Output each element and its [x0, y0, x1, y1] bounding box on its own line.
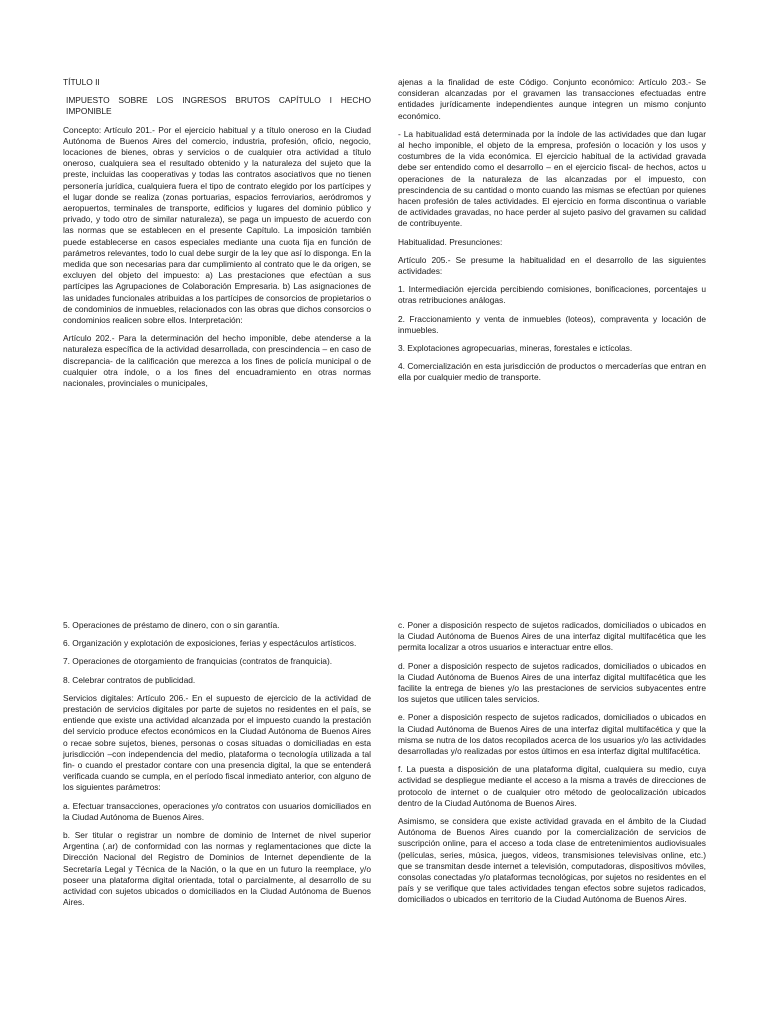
title-heading: TÍTULO II — [63, 77, 100, 87]
upper-right-column — [398, 77, 706, 391]
list-item: f. La puesta a disposición de una plataforma digital, cualquiera su medio, cuya actividad se despliegue mediante el acceso a la misma a través de direcciones de protocolo de internet o de cualquier otro método de geolocalización ubicados dentro de la Ciudad Autónoma de Buenos Aires. — [398, 764, 706, 808]
paragraph: Artículo 202.- Para la determinación del hecho imponible, debe atenderse a la naturaleza específica de la actividad desarrollada, con prescindencia – en caso de discrepancia- de la calificación que merezca a los fines de policía municipal o de cualquier otra índole, o a los fines del encuadramiento en otras normas nacionales, provinciales o municipales, — [63, 333, 371, 389]
list-item: d. Poner a disposición respecto de sujetos radicados, domiciliados o ubicados en la Ciudad Autónoma de Buenos Aires de una interfaz digital multifacética que les facilite la entrega de bienes y/o las prestaciones de servicios subyacentes entre los sujetos que utilicen tales servicios. — [398, 660, 706, 705]
lower-right-column — [398, 620, 706, 913]
list-item: 5. Operaciones de préstamo de dinero, con o sin garantía. — [63, 620, 280, 630]
list-item: 3. Explotaciones agropecuarias, mineras, forestales e ictícolas. — [398, 343, 633, 354]
list-item: e. Poner a disposición respecto de sujetos radicados, domiciliados o ubicados en la Ciudad Autónoma de Buenos Aires de una interfaz digital multifacética y que la misma se nutra de los datos recopilados acerca de los usuarios y/o las actividades desarrolladas y/o realizadas por estos últimos en esa interfaz digital multifacética. — [398, 712, 706, 757]
list-item: 7. Operaciones de otorgamiento de franquicias (contratos de franquicia). — [63, 656, 333, 667]
list-item: a. Efectuar transacciones, operaciones y/o contratos con usuarios domiciliados en la Ciudad Autónoma de Buenos Aires. — [63, 800, 371, 822]
list-item: b. Ser titular o registrar un nombre de dominio de Internet de nivel superior Argentina (.ar) de conformidad con las normas y reglamentaciones que dicte la Dirección Nacional del Registro de Dominios de Internet dependiente de la Secretaría Legal y Técnica de la Nación, o la que en un futuro la reemplace, y/o poseer una plataforma digital orientada, total o parcialmente, al desarrollo de su actividad con sujetos ubicados o domiciliados en la Ciudad Autónoma de Buenos Aires. — [63, 830, 371, 908]
paragraph: ajenas a la finalidad de este Código. Conjunto económico: Artículo 203.- Se consideran alcanzadas por el gravamen las transacciones efectuadas entre entidades jurídicamente independientes aunque integren un mismo conjunto económico. — [398, 77, 706, 121]
list-item: c. Poner a disposición respecto de sujetos radicados, domiciliados o ubicados en la Ciudad Autónoma de Buenos Aires de una interfaz digital multifacética que les permita localizar a otros usuarios e interactuar entre ellos. — [398, 620, 706, 653]
paragraph: Concepto: Artículo 201.- Por el ejercicio habitual y a título oneroso en la Ciudad Autónoma de Buenos Aires del comercio, industria, profesión, oficio, negocio, locaciones de bienes, obras y servicios o de cualquier otra actividad a título oneroso, cualquiera sea el resultado obtenido y la naturaleza del sujeto que la preste, incluidas las cooperativas y todas las contratos asociativos que no tienen personería jurídica, cualquiera fuera el tipo de contrato elegido por los partícipes y el lugar donde se realiza (zonas portuarias, espacios ferroviarios, aeródromos y aeropuertos, terminales de transporte, edificios y lugares del dominio público y privado, y todo otro de similar naturaleza), se paga un impuesto de acuerdo con las normas que se establecen en el presente Capítulo. La imposición también puede establecerse en casos especiales mediante una cuota fija en función de parámetros relevantes, todo lo cual debe surgir de la ley que así lo disponga. En la medida que son necesarias para dar cumplimiento al contrato que le da origen, se excluyen del objeto del impuesto: a) Las prestaciones que efectúan a sus partícipes las Agrupaciones de Colaboración Empresaria. b) Las asignaciones de las unidades funcionales atribuidas a los partícipes de consorcios de propietarios o de condominios de inmuebles, relacionados con las obras que dichos consorcios o condominios realicen sobre ellos. Interpretación: — [63, 124, 371, 326]
paragraph: Habitualidad. Presunciones: — [398, 236, 503, 247]
list-item: 6. Organización y explotación de exposiciones, ferias y espectáculos artísticos. — [63, 638, 357, 649]
lower-left-column — [63, 620, 371, 915]
list-item: 4. Comercialización en esta jurisdicción de productos o mercaderías que entran en ella por cualquier medio de transporte. — [398, 361, 706, 383]
paragraph: Servicios digitales: Artículo 206.- En el supuesto de ejercicio de la actividad de prestación de servicios digitales por parte de sujetos no residentes en el país, se entiende que existe una actividad alcanzada por el impuesto cuando la prestación del servicio produce efectos económicos en la Ciudad Autónoma de Buenos Aires o recae sobre sujetos, bienes, personas o cosas situadas o domiciliadas en esta jurisdicción –con independencia del medio, plataforma o tecnología utilizada a tal fin- o cuando el prestador contare con una presencia digital, la que se entenderá verificada cuando se cumpla, en el período fiscal inmediato anterior, con alguno de los siguientes parámetros: — [63, 692, 371, 793]
paragraph: Asimismo, se considera que existe actividad gravada en el ámbito de la Ciudad Autónoma de Buenos Aires cuando por la comercialización de servicios de suscripción online, para el acceso a toda clase de entretenimientos audiovisuales (películas, series, música, juegos, videos, transmisiones televisivas online, etc.) que se transmitan desde internet a televisión, computadoras, dispositivos móviles, consolas conectadas y/o plataformas tecnológicas, por sujetos no residentes en el país y se verifique que tales actividades tengan efectos sobre sujetos radicados, domiciliados o ubicados en territorio de la Ciudad Autónoma de Buenos Aires. — [398, 816, 706, 905]
list-item: 1. Intermediación ejercida percibiendo comisiones, bonificaciones, porcentajes u otras retribuciones análogas. — [398, 284, 706, 306]
chapter-heading: IMPUESTO SOBRE LOS INGRESOS BRUTOS CAPÍTULO I HECHO IMPONIBLE — [66, 95, 371, 117]
paragraph: - La habitualidad está determinada por la índole de las actividades que dan lugar al hecho imponible, el objeto de la empresa, profesión o locación y los usos y costumbres de la vida económica. El ejercicio habitual de la actividad gravada debe ser entendido como el desarrollo – en el ejercicio fiscal- de hechos, actos u operaciones de la naturaleza de las alcanzadas por el impuesto, con prescindencia de su cantidad o monto cuando las mismas se efectúan por quienes hacen profesión de tales actividades. El ejercicio en forma discontinua o variable de actividades gravadas, no hace perder al sujeto pasivo del gravamen su calidad de contribuyente. — [398, 128, 706, 229]
list-item: 8. Celebrar contratos de publicidad. — [63, 674, 196, 685]
list-item: 2. Fraccionamiento y venta de inmuebles (loteos), compraventa y locación de inmuebles. — [398, 313, 706, 335]
paragraph: Artículo 205.- Se presume la habitualidad en el desarrollo de las siguientes actividades: — [398, 254, 706, 277]
upper-left-column — [63, 77, 371, 396]
